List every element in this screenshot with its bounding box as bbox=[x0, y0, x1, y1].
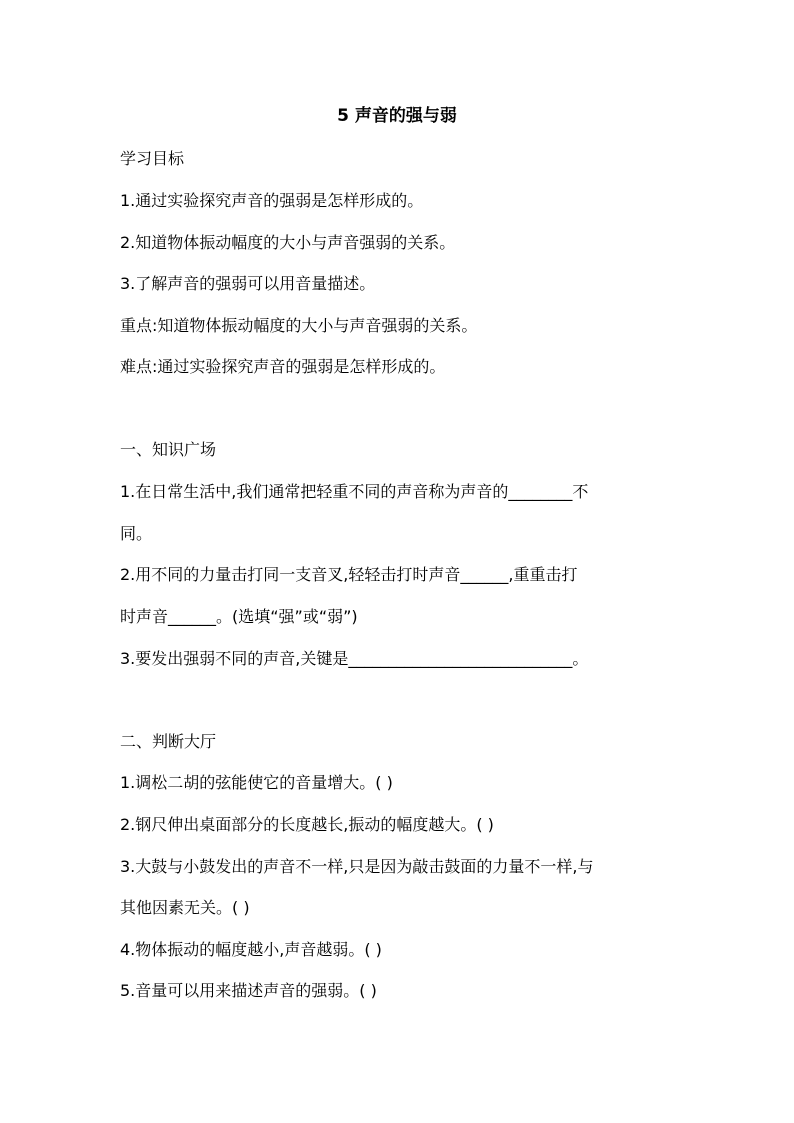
section1-line-4: 时声音______。(选填“强”或“弱”) bbox=[120, 607, 358, 626]
section1-line-3: 2.用不同的力量击打同一支音叉,轻轻击打时声音______,重重击打 bbox=[120, 565, 578, 584]
key-point: 重点:知道物体振动幅度的大小与声音强弱的关系。 bbox=[120, 316, 478, 335]
page-title: 5 声音的强与弱 bbox=[337, 106, 457, 126]
section1-line-5: 3.要发出强弱不同的声音,关键是____________________________。 bbox=[120, 649, 589, 668]
section2-line-4: 其他因素无关。( ) bbox=[120, 898, 250, 917]
objective-item-1: 1.通过实验探究声音的强弱是怎样形成的。 bbox=[120, 191, 424, 210]
objectives-heading: 学习目标 bbox=[120, 149, 185, 168]
difficulty-point: 难点:通过实验探究声音的强弱是怎样形成的。 bbox=[120, 357, 446, 376]
section2-line-6: 5.音量可以用来描述声音的强弱。( ) bbox=[120, 981, 377, 1000]
section2-line-1: 1.调松二胡的弦能使它的音量增大。( ) bbox=[120, 773, 393, 792]
objective-item-2: 2.知道物体振动幅度的大小与声音强弱的关系。 bbox=[120, 233, 456, 252]
section2-line-3: 3.大鼓与小鼓发出的声音不一样,只是因为敲击鼓面的力量不一样,与 bbox=[120, 857, 594, 876]
section2-line-5: 4.物体振动的幅度越小,声音越弱。( ) bbox=[120, 940, 382, 959]
section2-line-2: 2.钢尺伸出桌面部分的长度越长,振动的幅度越大。( ) bbox=[120, 815, 494, 834]
section1-heading: 一、知识广场 bbox=[120, 440, 217, 459]
section2-heading: 二、判断大厅 bbox=[120, 732, 217, 751]
objective-item-3: 3.了解声音的强弱可以用音量描述。 bbox=[120, 274, 376, 293]
section1-line-1: 1.在日常生活中,我们通常把轻重不同的声音称为声音的________不 bbox=[120, 482, 589, 501]
section1-line-2: 同。 bbox=[120, 524, 153, 543]
